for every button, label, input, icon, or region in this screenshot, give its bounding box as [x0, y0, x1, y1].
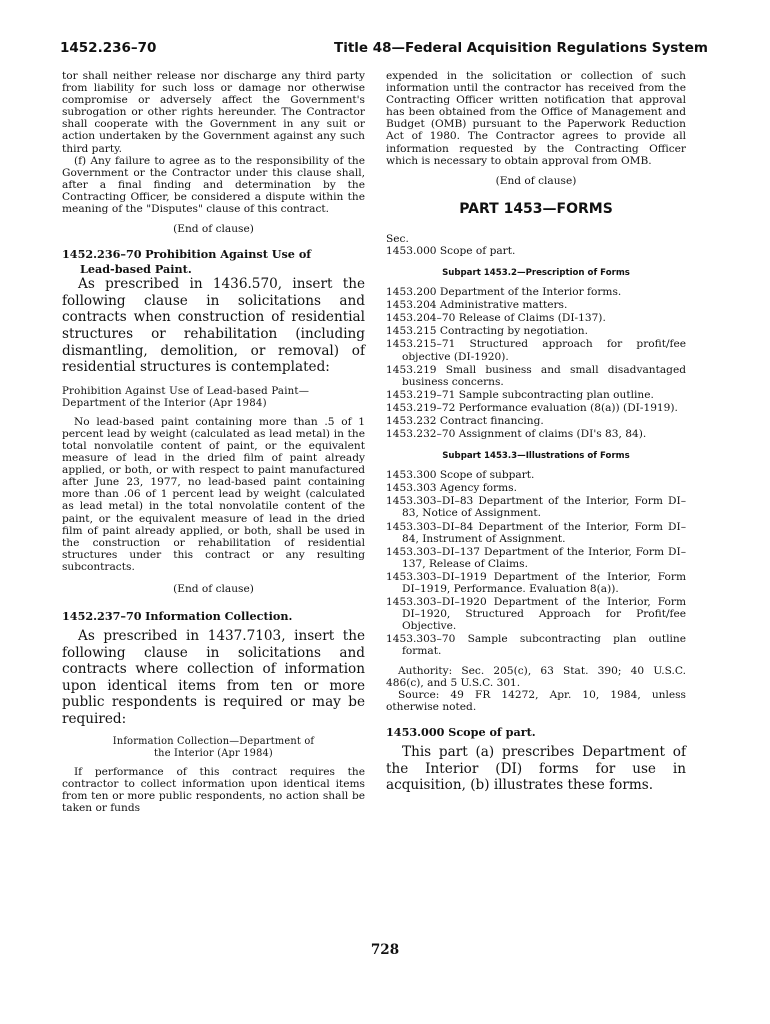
- toc-entry: 1453.000 Scope of part.: [386, 244, 516, 257]
- toc-entry: 1453.232 Contract financing.: [386, 414, 544, 427]
- toc-entry: 1453.232–70 Assignment of claims (DI's 83, 84).: [386, 428, 647, 441]
- toc-list: [386, 469, 686, 657]
- section-heading-1452-236-70: [62, 247, 365, 262]
- toc-entry: 1453.303–DI–1919 Department of the Interior, Form DI–1919, Performance. Evaluation 8(a)).: [386, 570, 686, 595]
- toc-entry: 1453.303 Agency forms.: [386, 482, 517, 495]
- toc-entry: 1453.204 Administrative matters.: [386, 299, 568, 312]
- scope-paragraph: This part (a) prescribes Department of the Interior (DI) forms for use in acquisition, (b) illustrates these forms.: [386, 743, 686, 794]
- end-of-clause: (End of clause): [173, 223, 254, 236]
- subpart-heading: Subpart 1453.3—Illustrations of Forms: [442, 451, 630, 462]
- toc-entry: 1453.219–71 Sample subcontracting plan outline.: [386, 388, 654, 401]
- prescription-paragraph: As prescribed in 1437.7103, insert the following clause in solicitations and contracts where collection of information upon identical items from ten or more public respondents is required or may be required:: [62, 628, 365, 728]
- toc-entry: 1453.303–DI–83 Department of the Interior, Form DI–83, Notice of Assignment.: [386, 495, 686, 520]
- toc-entry: 1453.303–DI–137 Department of the Interior, Form DI–137, Release of Claims.: [386, 545, 686, 570]
- left-column: [62, 70, 365, 814]
- clause-body: No lead-based paint containing more than .5 of 1 percent lead by weight (calculated as lead metal) in the total nonvolatile content of paint, or the equivalent measure of lead in the dried film of paint already applied, or both, or with respect to paint manufactured after June 23, 1977, no lead-based paint containing more than .06 of 1 percent lead by weight (calculated as lead metal) in the total nonvolatile content of the paint, or the equivalent measure of lead in the dried film of paint already applied, or both, shall be used in the construction or rehabilitation of residential structures under this contract or any resulting subcontracts.: [62, 415, 365, 573]
- toc-entry: 1453.219 Small business and small disadvantaged business concerns.: [386, 363, 686, 388]
- toc-list: [386, 286, 686, 440]
- authority-note: Authority: Sec. 205(c), 63 Stat. 390; 40 U.S.C. 486(c), and 5 U.S.C. 301.: [386, 664, 686, 689]
- running-header-section-number: 1452.236–70: [60, 40, 157, 56]
- section-heading-1452-237-70: [62, 609, 365, 624]
- section-number: 1452.237–70: [62, 609, 142, 624]
- page-number: 728: [370, 942, 400, 958]
- section-title-continued: Lead-based Paint.: [80, 262, 192, 277]
- source-note: Source: 49 FR 14272, Apr. 10, 1984, unless otherwise noted.: [386, 688, 686, 713]
- continuation-paragraph: tor shall neither release nor discharge any third party from liability for such loss or damage nor otherwise compromise or adversely affect the Government's subrogation or other rights hereunder. The Contractor shall cooperate with the Government in any suit or action undertaken by the Government against any such third party.: [62, 70, 365, 155]
- section-title: 1453.000 Scope of part.: [386, 724, 536, 739]
- running-header-title: Title 48—Federal Acquisition Regulations System: [334, 40, 708, 56]
- clause-body: If performance of this contract requires the contractor to collect information upon identical items from ten or more public respondents, no action shall be taken or funds: [62, 765, 365, 814]
- right-column: [386, 70, 686, 794]
- paragraph-f: (f) Any failure to agree as to the responsibility of the Government or the Contractor under this clause shall, after a final finding and determination by the Contracting Officer, be considered a dispute within the meaning of the "Disputes" clause of this contract.: [62, 154, 365, 216]
- subpart-heading: Subpart 1453.2—Prescription of Forms: [442, 268, 630, 279]
- sec-label: Sec.: [386, 232, 409, 245]
- clause-title: Prohibition Against Use of Lead-based Paint—Department of the Interior (Apr 1984): [62, 385, 310, 409]
- clause-title: Information Collection—Department of: [112, 735, 315, 747]
- part-title: PART 1453—FORMS: [459, 200, 613, 217]
- section-number: 1452.236–70: [62, 247, 142, 262]
- toc-entry: 1453.303–70 Sample subcontracting plan outline format.: [386, 633, 686, 658]
- section-heading-1453-000: [386, 725, 686, 740]
- section-title: Information Collection.: [145, 609, 293, 624]
- prescription-paragraph: As prescribed in 1436.570, insert the following clause in solicitations and contracts when construction of residential structures or rehabilitation (including dismantling, demolition, or removal) of residential structures is contemplated:: [62, 276, 365, 376]
- toc-entry: 1453.204–70 Release of Claims (DI-137).: [386, 312, 606, 325]
- toc-entry: 1453.300 Scope of subpart.: [386, 469, 535, 482]
- end-of-clause: (End of clause): [173, 583, 254, 595]
- toc-entry: 1453.215–71 Structured approach for profit/fee objective (DI-1920).: [386, 338, 686, 363]
- toc-entry: 1453.303–DI–84 Department of the Interior, Form DI–84, Instrument of Assignment.: [386, 520, 686, 545]
- toc-entry: 1453.200 Department of the Interior forms.: [386, 286, 622, 299]
- clause-continuation: expended in the solicitation or collection of such information until the contractor has received from the Contracting Officer written notification that approval has been obtained from the Office of Management and Budget (OMB) pursuant to the Paperwork Reduction Act of 1980. The Contractor agrees to provide all information requested by the Contracting Officer which is necessary to obtain approval from OMB.: [386, 70, 686, 167]
- end-of-clause: (End of clause): [495, 174, 577, 187]
- toc-entry: 1453.303–DI–1920 Department of the Interior, Form DI–1920, Structured Approach for Profit/fee Objective.: [386, 596, 686, 633]
- toc-list: [386, 245, 686, 257]
- toc-entry: 1453.219–72 Performance evaluation (8(a)) (DI-1919).: [386, 401, 678, 414]
- clause-title-continued: the Interior (Apr 1984): [154, 747, 273, 759]
- toc-entry: 1453.215 Contracting by negotiation.: [386, 325, 588, 338]
- section-title: Prohibition Against Use of: [145, 247, 312, 262]
